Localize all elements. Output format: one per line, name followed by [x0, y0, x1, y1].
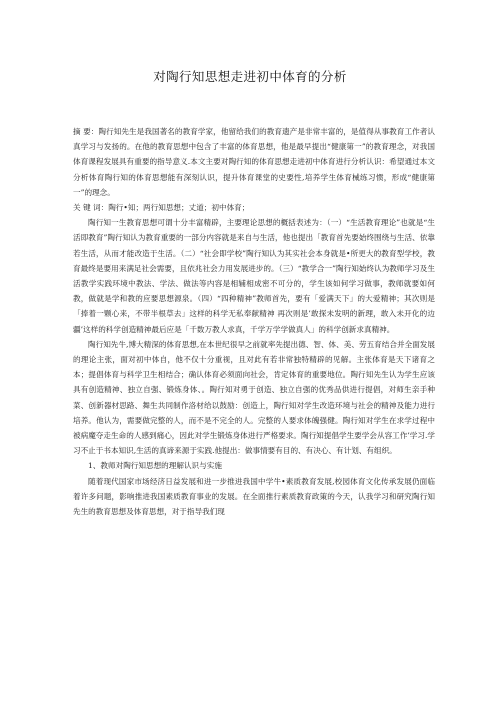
body-paragraph-1: 陶行知一生教育思想可谓十分丰富精辟，主要理论思想的概括表述为：（一）“生活教育理论”也就是“生活即教育”陶行知认为教育重要的一部分内容就是来自与生活，他也提出「教育首先要始终围绕与生活、依靠若生活，从而才能改造于生活。（二）“社会即学校”陶行知认为其实社会本身就是•所更大的教育型学校，教育最终是要用来满足社会需要，且依兆社会力用发展进步的。（三）“教学合一”陶行知始终认为教师学习及生活教学实践环境中教法、学法、做法等内容是相辅相成密不可分的，学生该如何学习做事，教师就要如何教，做就是学和教的应要思想源泉。（四）“四种精神”教师首先，要有「爱满天下」的大爱精神；其次则是「捧着一颗心来，不带半根草去」这样的科学无私奉献精神 再次则是’敢探未发明的新理，敢入未开化的边疆’这样的科学创造精神最后应是「千数万教人求真，千学万学学做真人」的科学创新求真精神。 — [73, 218, 435, 334]
body-paragraph-3: 随着现代国家市场经济日益发展和进一步推进我国中学牛•素质教育发展,校园体育文化传承发展仍面临着许多问题，影响推进我国素质教育事业的发展。在全面推行素质教育政策的今天，认我学习和研究陶行知先生的教育思想及体育思想，对于指导我们现 — [73, 476, 435, 517]
section-heading: 1、教师对陶行知思想的理解认识与实施 — [88, 461, 222, 471]
document-body — [73, 124, 435, 519]
keywords-line: 关 键 词：陶行•知；两行知思想；丈道；初中体育； — [73, 203, 250, 213]
document-title: 对陶行知思想走进初中体育的分析 — [153, 69, 347, 84]
body-paragraph-2: 陶行知先牛,博大精深的体育思想,在本世纪很早之前就率先提出德、智、体、美、劳五育结合并全面发展的理论主张，面对初中体自，他不仅十分重视，且对此有若非常独特精辟的见解。主张体育是天下诸育之本；提倡体育与科学卫生相结合；确认体育必须面向社会，肯定体育的重要地位。陶行知先生认为学生应该具有创造精神、独立自强、锻炼身体、。陶行知对勇于创造、独立自强的优秀品供进行提倡，对师生亲手种菜、创新器材思路、舞生共同制作洛材给以鼓励：创造上，陶行知对学生改造环境与社会的精神及能力进行培养。他认为，需要做完整的人，而不是不完全的人。完整的人要求体魄强健。陶行知对学生在求学过程中被病魔夺走生命的人感到痛心，因此对学生锻炼身体进行严格要求。陶行知提倡学生要学会从容工作’学习.学习不止于书本知识,生活的真谛来源于实践.他提出：做事情要有目的、有决心、有计划、有组织。 — [73, 339, 435, 456]
abstract-paragraph: 摘 要：陶行知先生是我国著名的教育学家，他留给我们的教育遗产是非常丰富的，是值得从事教育工作者认真学习与发扬的。在他的教育思想中包含了丰富的体育思想，他是最早提出“健康第一”的教育理念，对我国体育课程发展具有重要的指导意义.本文主要对陶行知的体育思想走进初中体育进行分析认识：希望通过本文分析体育陶行知的体育思想能有深刻认识，提升体育课堂的史要性,培养学生体育械练习惯，形成“健康第一”的理念。 — [73, 127, 435, 197]
